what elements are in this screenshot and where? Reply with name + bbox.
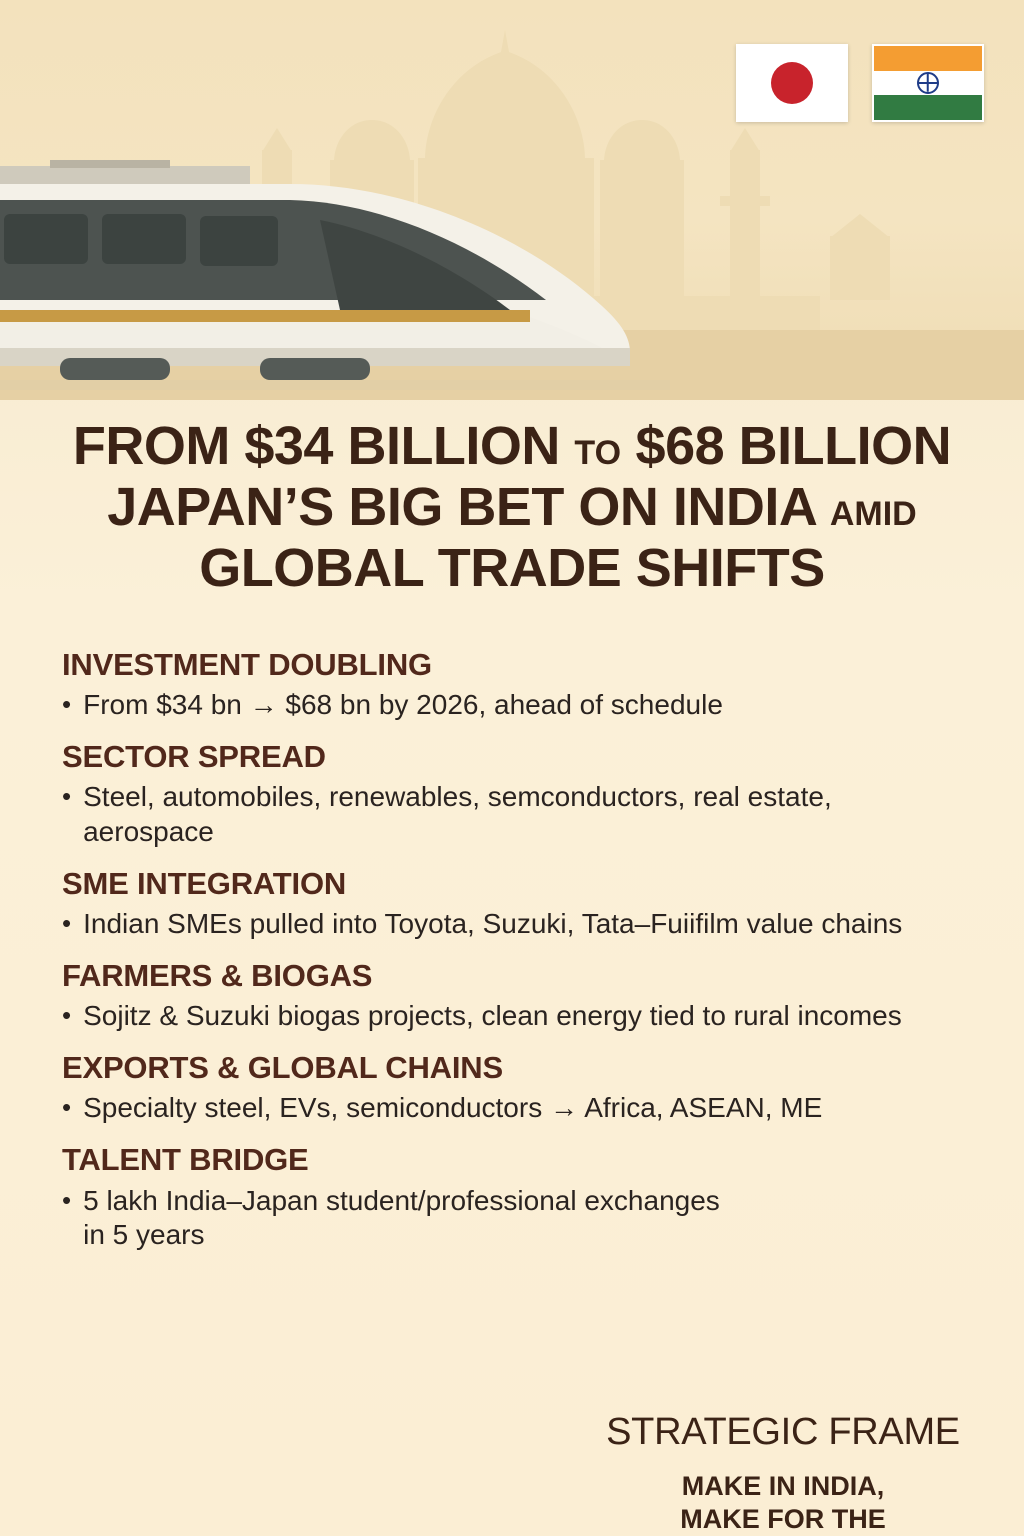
section-heading: SME INTEGRATION xyxy=(62,865,347,901)
section-heading: SECTOR SPREAD xyxy=(62,739,326,775)
list-item xyxy=(62,907,962,941)
title-line-1-part-b: $68 BILLION xyxy=(621,416,952,476)
list-item xyxy=(62,780,962,848)
bullet-dot-icon: • xyxy=(62,781,72,812)
title-line-1 xyxy=(0,418,1024,475)
section-heading: EXPORTS & GLOBAL CHAINS xyxy=(62,1050,503,1086)
page-title xyxy=(0,418,1024,598)
bullet-text: Steel, automobiles, renewables, semconductors, real estate, aerospace xyxy=(83,781,832,847)
section-farmers-biogas xyxy=(62,959,962,1033)
strategic-frame-panel xyxy=(588,1411,978,1536)
section-sme-integration xyxy=(62,867,962,941)
ashoka-chakra-icon xyxy=(917,72,939,94)
title-line-1-small: TO xyxy=(574,434,622,472)
flag-group xyxy=(736,44,984,122)
bullet-text: Sojitz & Suzuki biogas projects, clean energy tied to rural incomes xyxy=(83,1000,902,1031)
strategic-frame-subtitle-line-2: MAKE FOR THE xyxy=(680,1504,886,1535)
title-line-3: GLOBAL TRADE SHIFTS xyxy=(199,538,825,599)
bullet-dot-icon: • xyxy=(62,1184,72,1215)
hero-illustration xyxy=(0,0,1024,400)
bullet-train-icon xyxy=(0,160,670,390)
section-heading: FARMERS & BIOGAS xyxy=(62,957,373,993)
section-investment-doubling xyxy=(62,648,962,722)
section-heading: TALENT BRIDGE xyxy=(62,1142,309,1178)
list-item xyxy=(62,688,962,722)
india-green-band xyxy=(874,95,982,120)
bullet-dot-icon: • xyxy=(62,1092,72,1123)
india-white-band xyxy=(874,71,982,96)
bullet-text: From $34 bn → $68 bn by 2026, ahead of schedule xyxy=(83,689,723,721)
strategic-frame-title: STRATEGIC FRAME xyxy=(606,1411,960,1454)
title-line-2 xyxy=(0,479,1024,536)
list-item xyxy=(62,999,962,1033)
bullet-text: Indian SMEs pulled into Toyota, Suzuki, Tata–Fuiifilm value chains xyxy=(83,907,903,939)
list-item xyxy=(62,1091,962,1125)
list-item xyxy=(62,1184,722,1252)
section-exports-global-chains xyxy=(62,1051,962,1125)
title-line-2-part-a: JAPAN’S BIG BET ON INDIA xyxy=(107,477,830,538)
bullet-dot-icon: • xyxy=(62,1000,72,1030)
bullet-dot-icon: • xyxy=(62,907,72,938)
india-saffron-band xyxy=(874,46,982,71)
sections-list xyxy=(62,648,962,1270)
india-flag-icon xyxy=(872,44,984,122)
bullet-text: Specialty steel, EVs, semiconductors → Africa, ASEAN, ME xyxy=(83,1092,823,1124)
bullet-dot-icon: • xyxy=(62,689,72,720)
bullet-text: 5 lakh India–Japan student/professional exchanges in 5 years xyxy=(83,1184,720,1250)
title-line-2-small: AMID xyxy=(829,495,917,534)
strategic-frame-subtitle-line-1: MAKE IN INDIA, xyxy=(681,1471,885,1502)
section-sector-spread xyxy=(62,740,962,848)
japan-sun-disc xyxy=(771,62,813,104)
japan-flag-icon xyxy=(736,44,848,122)
title-line-1-part-a: FROM $34 BILLION xyxy=(72,416,575,476)
section-talent-bridge xyxy=(62,1143,722,1251)
section-heading: INVESTMENT DOUBLING xyxy=(62,647,432,682)
